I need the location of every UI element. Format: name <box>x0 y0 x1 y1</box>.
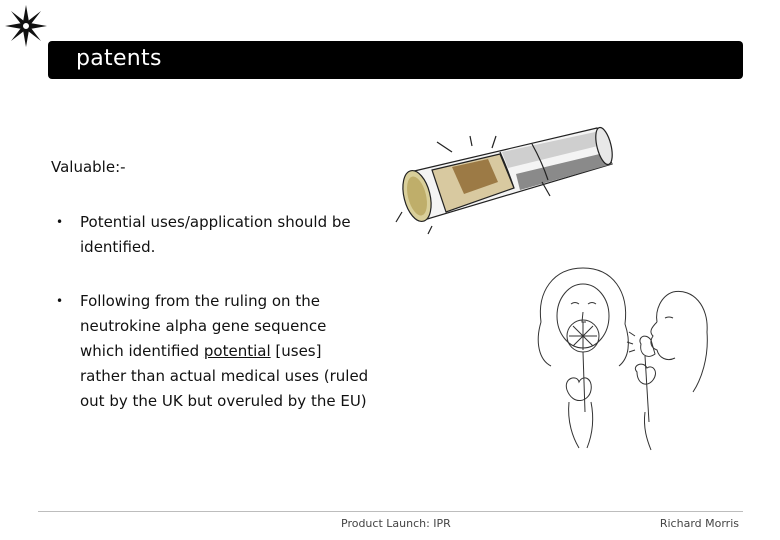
bullet-item <box>51 210 371 260</box>
footer-divider <box>38 511 743 512</box>
bullet-list <box>51 210 371 443</box>
underlined-word: potential <box>203 342 271 360</box>
footer-presentation-title: Product Launch: IPR <box>341 517 451 530</box>
slide-title: patents <box>76 46 162 71</box>
faces-with-inhaler-illustration <box>533 262 711 452</box>
title-bar <box>48 41 743 79</box>
bullet-text-part: Following from the ruling on the neutrokine alpha gene sequence which identified <box>80 292 327 360</box>
bullet-dot-icon: • <box>56 215 64 229</box>
cigarette-illustration <box>392 122 630 238</box>
section-heading: Valuable:- <box>51 158 126 176</box>
bullet-text: Potential uses/application should be identified. <box>80 213 351 256</box>
bullet-dot-icon: • <box>56 294 64 308</box>
bullet-text <box>80 292 368 410</box>
bullet-text-part: [uses] rather than actual medical uses (ruled out by the UK but overuled by the EU) <box>80 342 369 410</box>
footer-author: Richard Morris <box>659 517 739 530</box>
bullet-item <box>51 289 371 414</box>
compass-star-logo <box>4 4 48 48</box>
